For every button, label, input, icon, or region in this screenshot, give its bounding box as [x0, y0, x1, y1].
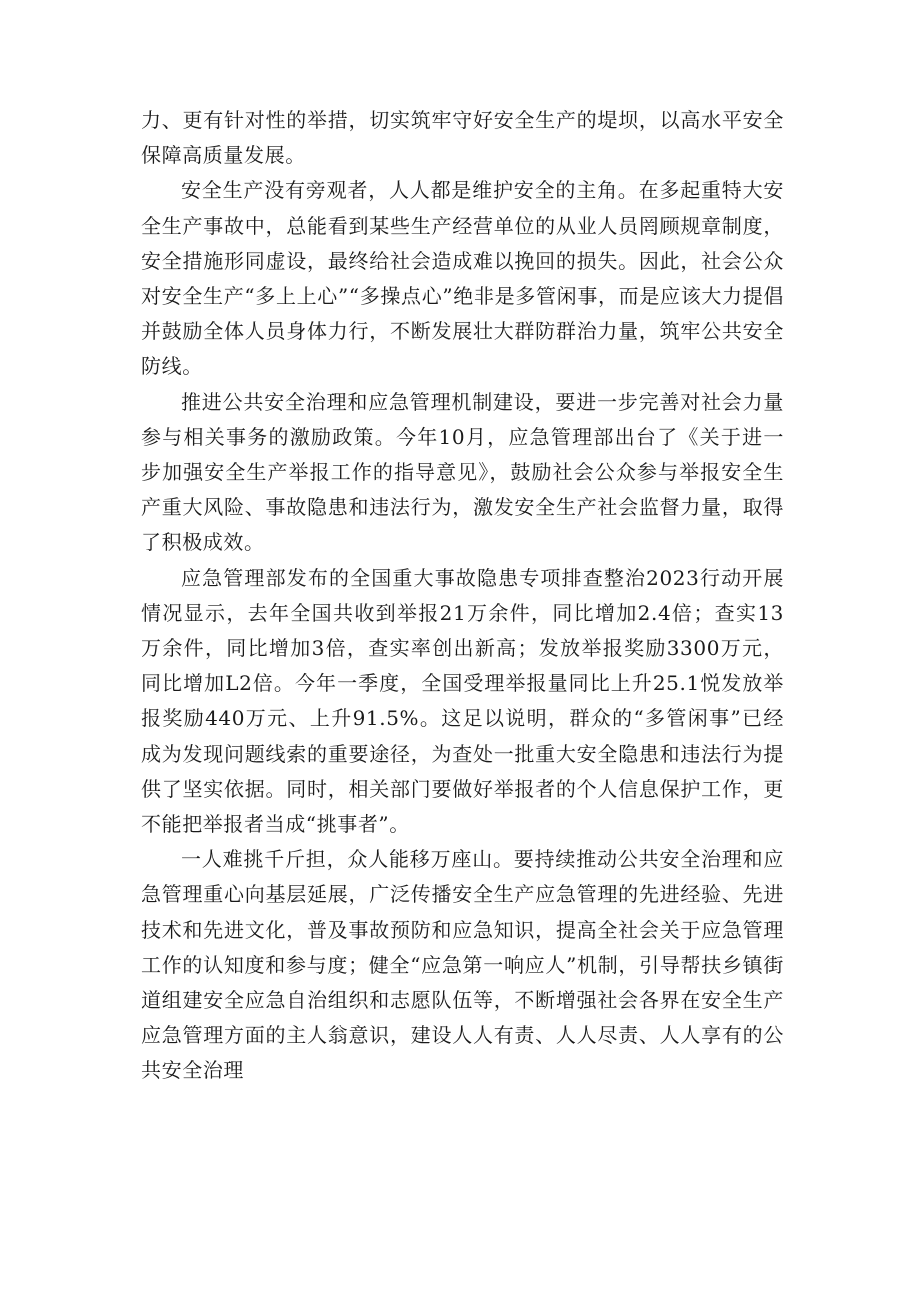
paragraph-1: 力、更有针对性的举措，切实筑牢守好安全生产的堤坝，以高水平安全保障高质量发展。	[141, 108, 784, 168]
paragraph-3: 推进公共安全治理和应急管理机制建设，要进一步完善对社会力量参与相关事务的激励政策。今年10月，应急管理部出台了《关于进一步加强安全生产举报工作的指导意见》，鼓励社会公众参与举报安全生产重大风险、事故隐患和违法行为，激发安全生产社会监督力量，取得了积极成效。	[141, 389, 784, 555]
paragraph-2: 安全生产没有旁观者，人人都是维护安全的主角。在多起重特大安全生产事故中，总能看到某些生产经营单位的从业人员罔顾规章制度，安全措施形同虚设，最终给社会造成难以挽回的损失。因此，社会公众对安全生产“多上上心”“多操点心”绝非是多管闲事，而是应该大力提倡并鼓励全体人员身体力行，不断发展壮大群防群治力量，筑牢公共安全防线。	[141, 178, 784, 379]
paragraph-5: 一人难挑千斤担，众人能移万座山。要持续推动公共安全治理和应急管理重心向基层延展，广泛传播安全生产应急管理的先进经验、先进技术和先进文化，普及事故预防和应急知识，提高全社会关于应急管理工作的认知度和参与度；健全“应急第一响应人”机制，引导帮扶乡镇街道组建安全应急自治组织和志愿队伍等，不断增强社会各界在安全生产应急管理方面的主人翁意识，建设人人有责、人人尽责、人人享有的公共安全治理	[141, 847, 784, 1083]
paragraph-4: 应急管理部发布的全国重大事故隐患专项排查整治2023行动开展情况显示，去年全国共收到举报21万余件，同比增加2.4倍；查实13万余件，同比增加3倍，查实率创出新高；发放举报奖励3300万元，同比增加L2倍。今年一季度，全国受理举报量同比上升25.1悦发放举报奖励440万元、上升91.5%。这足以说明，群众的“多管闲事”已经成为发现问题线索的重要途径，为查处一批重大安全隐患和违法行为提供了坚实依据。同时，相关部门要做好举报者的个人信息保护工作，更不能把举报者当成“挑事者”。	[141, 565, 784, 837]
document-body	[141, 103, 784, 1089]
